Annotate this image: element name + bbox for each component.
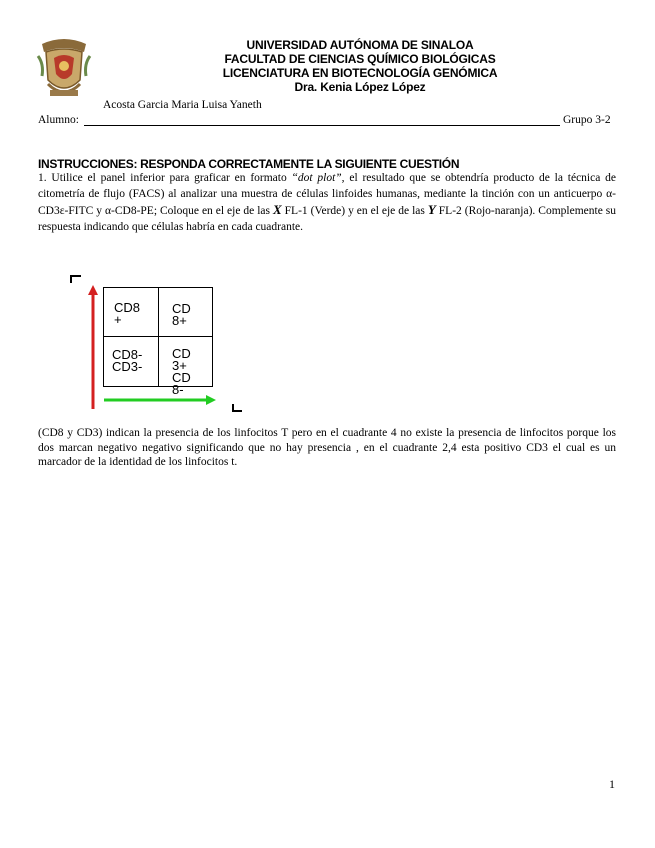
quadrant-1-label: CD8 +	[114, 300, 141, 327]
student-name-line	[84, 125, 560, 126]
page-number: 1	[609, 777, 615, 791]
group-label: Grupo 3-2	[563, 114, 611, 126]
dot-plot-term: “dot plot”,	[291, 172, 345, 184]
question-part: FL-2 (Rojo-naranja). Complemente su respuesta indicando que células habría en cada cuadrante.	[38, 205, 616, 233]
faculty-name: FACULTAD DE CIENCIAS QUÍMICO BIOLÓGICAS	[224, 52, 496, 66]
y-axis-letter: Y	[427, 202, 436, 217]
question-text	[38, 171, 616, 235]
plot-corner-mark	[70, 275, 81, 283]
quadrant-grid	[103, 287, 213, 397]
professor-name: Dra. Kenia López López	[294, 80, 426, 94]
quadrant-2-label: CD 8+	[172, 301, 191, 328]
question-part: el resultado que se obtendría producto de la técnica de citometría de flujo (FACS) al analizar una muestra de células linfoides humanas, mediante la tinción con un anticuerpo α-CD3ε-FITC y α-CD8-PE; Coloque en el eje de las	[38, 172, 616, 217]
university-name: UNIVERSIDAD AUTÓNOMA DE SINALOA	[246, 38, 474, 52]
student-label: Alumno:	[38, 114, 79, 126]
student-name: Acosta Garcia Maria Luisa Yaneth	[103, 99, 262, 111]
university-crest-icon	[34, 34, 94, 102]
quadrant-3-label: CD8- CD3-	[112, 347, 143, 374]
quadrant-4-label: CD 3+ CD 8-	[172, 346, 191, 397]
instructions-title: INSTRUCCIONES: RESPONDA CORRECTAMENTE LA SIGUIENTE CUESTIÓN	[38, 157, 460, 171]
question-part: 1. Utilice el panel inferior para graficar en formato	[38, 172, 292, 184]
program-name: LICENCIATURA EN BIOTECNOLOGÍA GENÓMICA	[222, 66, 498, 80]
plot-corner-mark	[232, 404, 242, 412]
grid-divider-horizontal	[104, 336, 212, 337]
question-part: FL-1 (Verde) y en el eje de las	[281, 205, 428, 217]
answer-text: (CD8 y CD3) indican la presencia de los linfocitos T pero en el cuadrante 4 no existe la presencia de linfocitos porque los dos marcan negativo negativo significando que no hay presencia , en el cuadrante 2,4 esta positivo CD3 el cual es un marcador de la identidad de los linfocitos t.	[38, 427, 616, 468]
x-axis-letter: X	[273, 202, 282, 217]
y-axis-arrow	[86, 285, 100, 411]
grid-divider-vertical	[158, 288, 159, 386]
document-header	[130, 38, 590, 94]
x-axis-arrow	[104, 393, 216, 407]
